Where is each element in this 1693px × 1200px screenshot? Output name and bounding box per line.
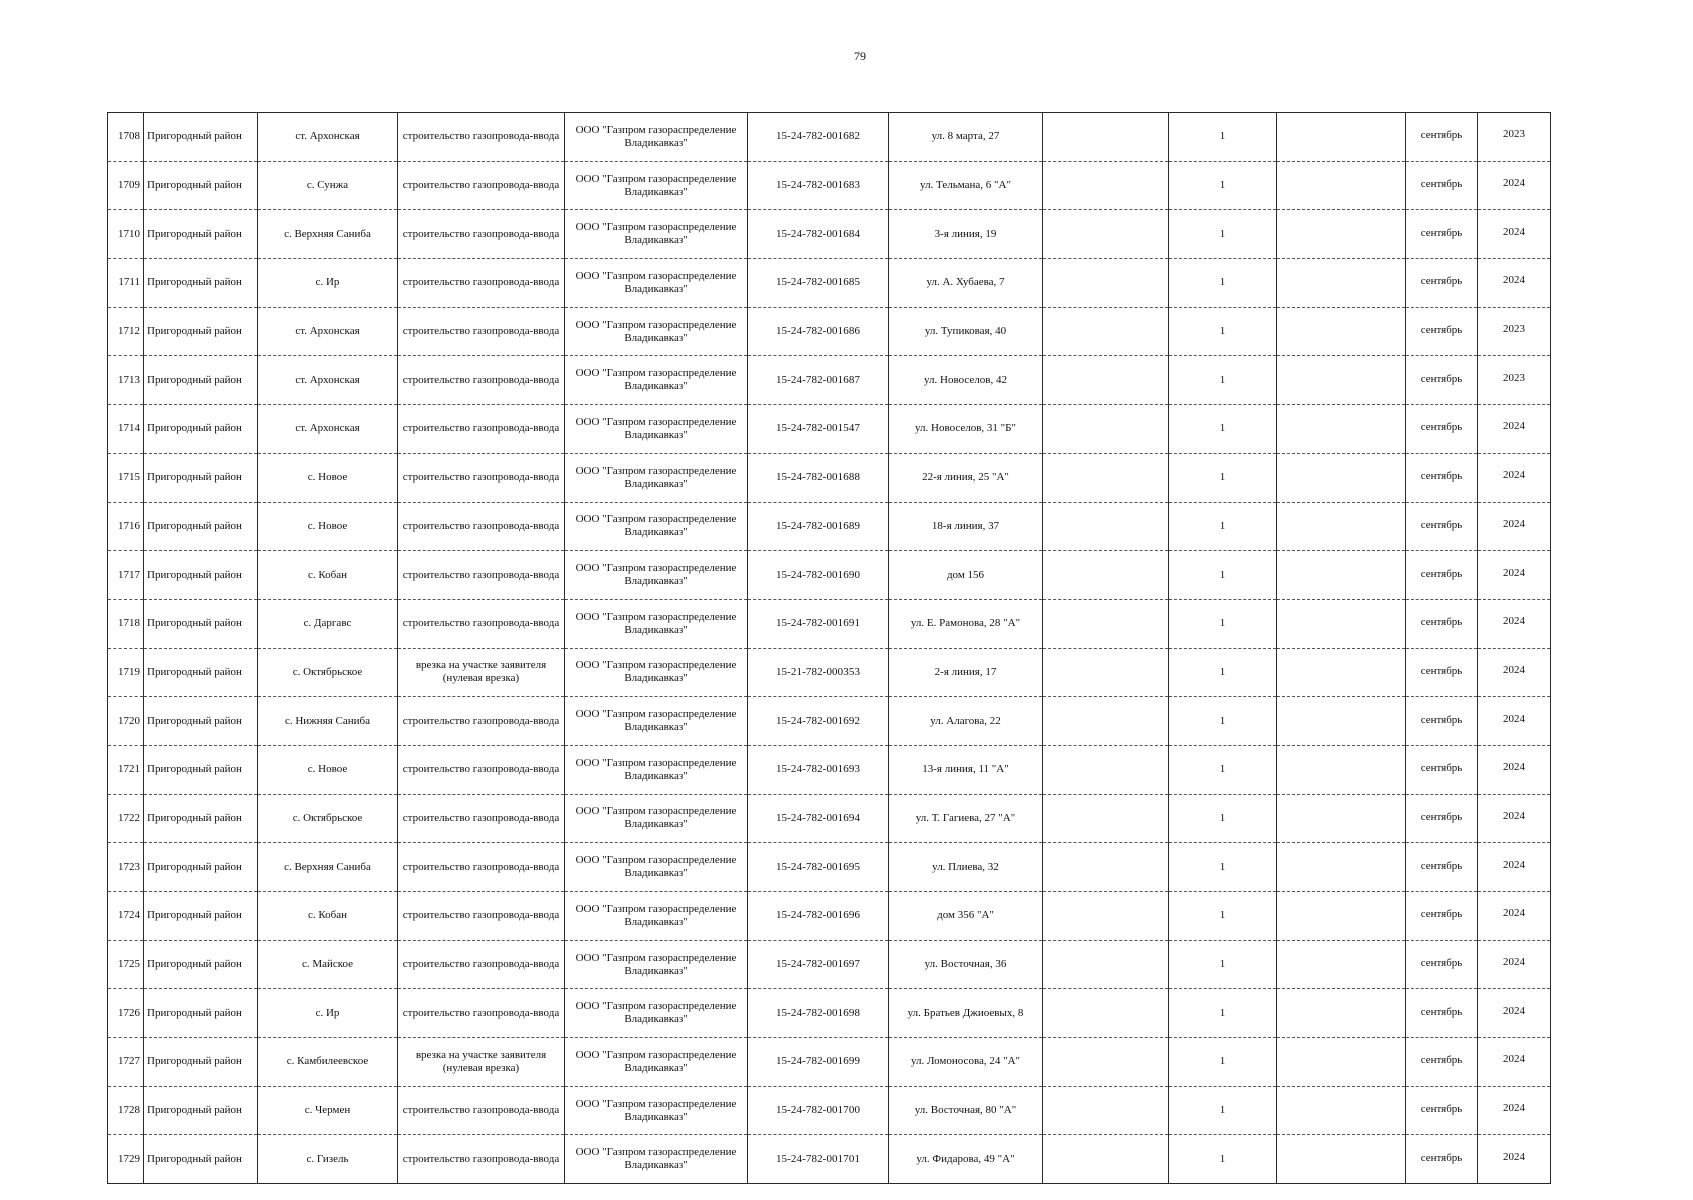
cell-district: Пригородный район: [144, 940, 258, 989]
cell-work-type: строительство газопровода-ввода: [398, 1086, 565, 1135]
cell-empty: [1043, 502, 1169, 551]
cell-address: ул. Алагова, 22: [889, 697, 1043, 746]
cell-year: 2024: [1478, 502, 1551, 551]
cell-empty: [1277, 405, 1406, 454]
cell-work-type: строительство газопровода-ввода: [398, 989, 565, 1038]
table-row: [108, 113, 1551, 162]
cell-empty: [1043, 892, 1169, 941]
cell-number: 1710: [108, 210, 144, 259]
cell-year: 2024: [1478, 989, 1551, 1038]
cell-quantity: 1: [1169, 453, 1277, 502]
cell-district: Пригородный район: [144, 1086, 258, 1135]
cell-year: 2023: [1478, 113, 1551, 162]
cell-district: Пригородный район: [144, 697, 258, 746]
cell-district: Пригородный район: [144, 113, 258, 162]
table-row: [108, 599, 1551, 648]
cell-settlement: ст. Архонская: [258, 405, 398, 454]
cell-month: сентябрь: [1406, 356, 1478, 405]
cell-district: Пригородный район: [144, 892, 258, 941]
table-row: [108, 843, 1551, 892]
cell-empty: [1277, 1086, 1406, 1135]
table-row: [108, 1086, 1551, 1135]
cell-number: 1728: [108, 1086, 144, 1135]
cell-month: сентябрь: [1406, 1135, 1478, 1184]
cell-month: сентябрь: [1406, 794, 1478, 843]
cell-month: сентябрь: [1406, 745, 1478, 794]
cell-year: 2024: [1478, 648, 1551, 697]
cell-month: сентябрь: [1406, 113, 1478, 162]
cell-empty: [1277, 745, 1406, 794]
cell-empty: [1277, 843, 1406, 892]
cell-organization: ООО "Газпром газораспределение Владикавказ": [565, 989, 748, 1038]
cell-address: 18-я линия, 37: [889, 502, 1043, 551]
cell-month: сентябрь: [1406, 599, 1478, 648]
table-row: [108, 259, 1551, 308]
cell-address: ул. Восточная, 36: [889, 940, 1043, 989]
cell-address: 13-я линия, 11 "А": [889, 745, 1043, 794]
cell-number: 1709: [108, 161, 144, 210]
cell-address: ул. Е. Рамонова, 28 "А": [889, 599, 1043, 648]
cell-empty: [1277, 1038, 1406, 1087]
cell-year: 2024: [1478, 453, 1551, 502]
cell-empty: [1043, 307, 1169, 356]
cell-address: ул. Фидарова, 49 "А": [889, 1135, 1043, 1184]
cell-application-number: 15-24-782-001687: [748, 356, 889, 405]
cell-number: 1722: [108, 794, 144, 843]
cell-number: 1720: [108, 697, 144, 746]
cell-organization: ООО "Газпром газораспределение Владикавказ": [565, 551, 748, 600]
table-row: [108, 502, 1551, 551]
cell-quantity: 1: [1169, 648, 1277, 697]
cell-organization: ООО "Газпром газораспределение Владикавказ": [565, 210, 748, 259]
cell-settlement: с. Даргавс: [258, 599, 398, 648]
cell-settlement: ст. Архонская: [258, 307, 398, 356]
cell-number: 1726: [108, 989, 144, 1038]
cell-address: ул. А. Хубаева, 7: [889, 259, 1043, 308]
cell-work-type: строительство газопровода-ввода: [398, 794, 565, 843]
cell-number: 1718: [108, 599, 144, 648]
cell-number: 1713: [108, 356, 144, 405]
cell-month: сентябрь: [1406, 453, 1478, 502]
cell-settlement: ст. Архонская: [258, 113, 398, 162]
cell-quantity: 1: [1169, 599, 1277, 648]
cell-address: 22-я линия, 25 "А": [889, 453, 1043, 502]
cell-address: ул. Т. Гагиева, 27 "А": [889, 794, 1043, 843]
cell-month: сентябрь: [1406, 551, 1478, 600]
cell-year: 2024: [1478, 259, 1551, 308]
cell-settlement: с. Ир: [258, 259, 398, 308]
cell-empty: [1277, 599, 1406, 648]
cell-settlement: с. Кобан: [258, 892, 398, 941]
cell-quantity: 1: [1169, 697, 1277, 746]
cell-application-number: 15-24-782-001701: [748, 1135, 889, 1184]
cell-district: Пригородный район: [144, 307, 258, 356]
cell-application-number: 15-24-782-001685: [748, 259, 889, 308]
cell-application-number: 15-24-782-001688: [748, 453, 889, 502]
cell-quantity: 1: [1169, 210, 1277, 259]
cell-settlement: с. Верхняя Саниба: [258, 210, 398, 259]
cell-month: сентябрь: [1406, 648, 1478, 697]
cell-address: ул. Плиева, 32: [889, 843, 1043, 892]
cell-empty: [1043, 1135, 1169, 1184]
cell-quantity: 1: [1169, 113, 1277, 162]
cell-empty: [1043, 599, 1169, 648]
cell-work-type: строительство газопровода-ввода: [398, 892, 565, 941]
table-row: [108, 551, 1551, 600]
cell-organization: ООО "Газпром газораспределение Владикавказ": [565, 599, 748, 648]
cell-month: сентябрь: [1406, 210, 1478, 259]
cell-month: сентябрь: [1406, 161, 1478, 210]
cell-organization: ООО "Газпром газораспределение Владикавказ": [565, 1086, 748, 1135]
cell-application-number: 15-24-782-001690: [748, 551, 889, 600]
cell-empty: [1043, 259, 1169, 308]
cell-address: 3-я линия, 19: [889, 210, 1043, 259]
cell-address: ул. Тельмана, 6 "А": [889, 161, 1043, 210]
cell-year: 2024: [1478, 599, 1551, 648]
cell-year: 2024: [1478, 794, 1551, 843]
cell-quantity: 1: [1169, 551, 1277, 600]
cell-empty: [1277, 113, 1406, 162]
cell-application-number: 15-24-782-001689: [748, 502, 889, 551]
cell-address: дом 156: [889, 551, 1043, 600]
cell-number: 1723: [108, 843, 144, 892]
cell-empty: [1277, 210, 1406, 259]
cell-year: 2023: [1478, 307, 1551, 356]
cell-work-type: строительство газопровода-ввода: [398, 551, 565, 600]
cell-empty: [1043, 940, 1169, 989]
cell-quantity: 1: [1169, 745, 1277, 794]
cell-number: 1721: [108, 745, 144, 794]
cell-settlement: с. Кобан: [258, 551, 398, 600]
cell-application-number: 15-24-782-001698: [748, 989, 889, 1038]
cell-month: сентябрь: [1406, 1086, 1478, 1135]
cell-application-number: 15-24-782-001692: [748, 697, 889, 746]
cell-address: ул. Новоселов, 42: [889, 356, 1043, 405]
cell-work-type: врезка на участке заявителя (нулевая врезка): [398, 1038, 565, 1087]
cell-month: сентябрь: [1406, 1038, 1478, 1087]
cell-organization: ООО "Газпром газораспределение Владикавказ": [565, 1135, 748, 1184]
cell-work-type: врезка на участке заявителя (нулевая врезка): [398, 648, 565, 697]
table-row: [108, 648, 1551, 697]
cell-settlement: с. Камбилеевское: [258, 1038, 398, 1087]
cell-address: ул. Братьев Джиоевых, 8: [889, 989, 1043, 1038]
cell-number: 1716: [108, 502, 144, 551]
cell-empty: [1043, 648, 1169, 697]
table-row: [108, 405, 1551, 454]
cell-empty: [1277, 307, 1406, 356]
cell-empty: [1043, 1038, 1169, 1087]
table-row: [108, 794, 1551, 843]
cell-organization: ООО "Газпром газораспределение Владикавказ": [565, 405, 748, 454]
cell-quantity: 1: [1169, 259, 1277, 308]
cell-month: сентябрь: [1406, 940, 1478, 989]
cell-district: Пригородный район: [144, 259, 258, 308]
cell-number: 1717: [108, 551, 144, 600]
cell-empty: [1277, 502, 1406, 551]
cell-district: Пригородный район: [144, 599, 258, 648]
cell-empty: [1043, 453, 1169, 502]
cell-year: 2023: [1478, 356, 1551, 405]
cell-year: 2024: [1478, 405, 1551, 454]
cell-work-type: строительство газопровода-ввода: [398, 161, 565, 210]
table-row: [108, 892, 1551, 941]
cell-quantity: 1: [1169, 161, 1277, 210]
cell-empty: [1277, 989, 1406, 1038]
cell-address: дом 356 "А": [889, 892, 1043, 941]
cell-work-type: строительство газопровода-ввода: [398, 356, 565, 405]
cell-application-number: 15-24-782-001696: [748, 892, 889, 941]
cell-organization: ООО "Газпром газораспределение Владикавказ": [565, 745, 748, 794]
cell-number: 1715: [108, 453, 144, 502]
cell-settlement: с. Октябрьское: [258, 648, 398, 697]
cell-quantity: 1: [1169, 502, 1277, 551]
cell-quantity: 1: [1169, 794, 1277, 843]
cell-empty: [1043, 551, 1169, 600]
cell-application-number: 15-24-782-001683: [748, 161, 889, 210]
cell-quantity: 1: [1169, 892, 1277, 941]
cell-organization: ООО "Газпром газораспределение Владикавказ": [565, 843, 748, 892]
cell-year: 2024: [1478, 210, 1551, 259]
cell-year: 2024: [1478, 892, 1551, 941]
cell-quantity: 1: [1169, 843, 1277, 892]
cell-organization: ООО "Газпром газораспределение Владикавказ": [565, 453, 748, 502]
cell-work-type: строительство газопровода-ввода: [398, 843, 565, 892]
cell-organization: ООО "Газпром газораспределение Владикавказ": [565, 1038, 748, 1087]
cell-address: ул. Ломоносова, 24 "А": [889, 1038, 1043, 1087]
cell-year: 2024: [1478, 940, 1551, 989]
cell-work-type: строительство газопровода-ввода: [398, 113, 565, 162]
cell-application-number: 15-24-782-001691: [748, 599, 889, 648]
cell-quantity: 1: [1169, 1135, 1277, 1184]
cell-number: 1708: [108, 113, 144, 162]
cell-number: 1711: [108, 259, 144, 308]
cell-year: 2024: [1478, 161, 1551, 210]
cell-application-number: 15-21-782-000353: [748, 648, 889, 697]
cell-organization: ООО "Газпром газораспределение Владикавказ": [565, 259, 748, 308]
table-row: [108, 453, 1551, 502]
cell-year: 2024: [1478, 551, 1551, 600]
table-body: [108, 113, 1551, 1184]
cell-application-number: 15-24-782-001695: [748, 843, 889, 892]
cell-year: 2024: [1478, 1086, 1551, 1135]
table-row: [108, 697, 1551, 746]
table-row: [108, 1038, 1551, 1087]
cell-quantity: 1: [1169, 1038, 1277, 1087]
cell-application-number: 15-24-782-001547: [748, 405, 889, 454]
cell-district: Пригородный район: [144, 1135, 258, 1184]
cell-empty: [1043, 794, 1169, 843]
cell-work-type: строительство газопровода-ввода: [398, 453, 565, 502]
cell-work-type: строительство газопровода-ввода: [398, 1135, 565, 1184]
cell-year: 2024: [1478, 843, 1551, 892]
cell-empty: [1043, 989, 1169, 1038]
cell-district: Пригородный район: [144, 502, 258, 551]
cell-settlement: с. Новое: [258, 745, 398, 794]
cell-application-number: 15-24-782-001686: [748, 307, 889, 356]
cell-empty: [1277, 551, 1406, 600]
cell-settlement: с. Гизель: [258, 1135, 398, 1184]
cell-quantity: 1: [1169, 1086, 1277, 1135]
cell-organization: ООО "Газпром газораспределение Владикавказ": [565, 356, 748, 405]
cell-quantity: 1: [1169, 940, 1277, 989]
gas-connection-table: [107, 112, 1551, 1184]
cell-empty: [1277, 453, 1406, 502]
cell-empty: [1043, 113, 1169, 162]
cell-district: Пригородный район: [144, 648, 258, 697]
cell-application-number: 15-24-782-001694: [748, 794, 889, 843]
cell-year: 2024: [1478, 697, 1551, 746]
cell-settlement: с. Ир: [258, 989, 398, 1038]
cell-empty: [1277, 794, 1406, 843]
cell-empty: [1043, 210, 1169, 259]
cell-settlement: с. Сунжа: [258, 161, 398, 210]
cell-district: Пригородный район: [144, 551, 258, 600]
cell-settlement: ст. Архонская: [258, 356, 398, 405]
cell-number: 1714: [108, 405, 144, 454]
cell-organization: ООО "Газпром газораспределение Владикавказ": [565, 113, 748, 162]
cell-empty: [1277, 940, 1406, 989]
cell-district: Пригородный район: [144, 989, 258, 1038]
cell-address: ул. Тупиковая, 40: [889, 307, 1043, 356]
cell-empty: [1277, 648, 1406, 697]
cell-quantity: 1: [1169, 405, 1277, 454]
table-row: [108, 940, 1551, 989]
cell-organization: ООО "Газпром газораспределение Владикавказ": [565, 307, 748, 356]
cell-empty: [1043, 697, 1169, 746]
cell-month: сентябрь: [1406, 307, 1478, 356]
cell-quantity: 1: [1169, 356, 1277, 405]
cell-application-number: 15-24-782-001682: [748, 113, 889, 162]
cell-month: сентябрь: [1406, 502, 1478, 551]
cell-settlement: с. Чермен: [258, 1086, 398, 1135]
table-row: [108, 989, 1551, 1038]
cell-month: сентябрь: [1406, 697, 1478, 746]
cell-address: 2-я линия, 17: [889, 648, 1043, 697]
cell-number: 1729: [108, 1135, 144, 1184]
cell-empty: [1277, 697, 1406, 746]
cell-work-type: строительство газопровода-ввода: [398, 259, 565, 308]
cell-month: сентябрь: [1406, 989, 1478, 1038]
cell-application-number: 15-24-782-001699: [748, 1038, 889, 1087]
cell-organization: ООО "Газпром газораспределение Владикавказ": [565, 940, 748, 989]
cell-settlement: с. Новое: [258, 453, 398, 502]
cell-district: Пригородный район: [144, 210, 258, 259]
cell-district: Пригородный район: [144, 161, 258, 210]
cell-address: ул. Новоселов, 31 "Б": [889, 405, 1043, 454]
cell-settlement: с. Верхняя Саниба: [258, 843, 398, 892]
cell-empty: [1277, 161, 1406, 210]
table-row: [108, 210, 1551, 259]
cell-number: 1724: [108, 892, 144, 941]
table-row: [108, 1135, 1551, 1184]
cell-work-type: строительство газопровода-ввода: [398, 745, 565, 794]
cell-district: Пригородный район: [144, 1038, 258, 1087]
cell-settlement: с. Новое: [258, 502, 398, 551]
cell-number: 1712: [108, 307, 144, 356]
cell-organization: ООО "Газпром газораспределение Владикавказ": [565, 892, 748, 941]
cell-application-number: 15-24-782-001684: [748, 210, 889, 259]
cell-district: Пригородный район: [144, 794, 258, 843]
cell-quantity: 1: [1169, 307, 1277, 356]
cell-settlement: с. Нижняя Саниба: [258, 697, 398, 746]
cell-month: сентябрь: [1406, 892, 1478, 941]
cell-work-type: строительство газопровода-ввода: [398, 940, 565, 989]
cell-address: ул. Восточная, 80 "А": [889, 1086, 1043, 1135]
cell-application-number: 15-24-782-001693: [748, 745, 889, 794]
cell-address: ул. 8 марта, 27: [889, 113, 1043, 162]
table-row: [108, 356, 1551, 405]
cell-work-type: строительство газопровода-ввода: [398, 502, 565, 551]
table-row: [108, 745, 1551, 794]
cell-month: сентябрь: [1406, 259, 1478, 308]
cell-empty: [1277, 356, 1406, 405]
cell-settlement: с. Майское: [258, 940, 398, 989]
cell-empty: [1277, 1135, 1406, 1184]
cell-district: Пригородный район: [144, 356, 258, 405]
cell-empty: [1043, 405, 1169, 454]
cell-organization: ООО "Газпром газораспределение Владикавказ": [565, 648, 748, 697]
cell-empty: [1277, 259, 1406, 308]
cell-empty: [1277, 892, 1406, 941]
cell-settlement: с. Октябрьское: [258, 794, 398, 843]
cell-organization: ООО "Газпром газораспределение Владикавказ": [565, 794, 748, 843]
cell-year: 2024: [1478, 745, 1551, 794]
cell-empty: [1043, 1086, 1169, 1135]
cell-number: 1719: [108, 648, 144, 697]
cell-application-number: 15-24-782-001697: [748, 940, 889, 989]
cell-number: 1725: [108, 940, 144, 989]
cell-district: Пригородный район: [144, 453, 258, 502]
cell-year: 2024: [1478, 1135, 1551, 1184]
cell-empty: [1043, 161, 1169, 210]
cell-work-type: строительство газопровода-ввода: [398, 210, 565, 259]
cell-work-type: строительство газопровода-ввода: [398, 405, 565, 454]
page-number: 79: [854, 49, 866, 63]
cell-work-type: строительство газопровода-ввода: [398, 307, 565, 356]
cell-empty: [1043, 843, 1169, 892]
cell-organization: ООО "Газпром газораспределение Владикавказ": [565, 697, 748, 746]
cell-district: Пригородный район: [144, 745, 258, 794]
cell-organization: ООО "Газпром газораспределение Владикавказ": [565, 161, 748, 210]
cell-organization: ООО "Газпром газораспределение Владикавказ": [565, 502, 748, 551]
cell-year: 2024: [1478, 1038, 1551, 1087]
cell-quantity: 1: [1169, 989, 1277, 1038]
cell-district: Пригородный район: [144, 405, 258, 454]
table-row: [108, 307, 1551, 356]
cell-work-type: строительство газопровода-ввода: [398, 599, 565, 648]
table-row: [108, 161, 1551, 210]
cell-application-number: 15-24-782-001700: [748, 1086, 889, 1135]
cell-month: сентябрь: [1406, 405, 1478, 454]
cell-empty: [1043, 745, 1169, 794]
cell-empty: [1043, 356, 1169, 405]
cell-month: сентябрь: [1406, 843, 1478, 892]
cell-district: Пригородный район: [144, 843, 258, 892]
cell-work-type: строительство газопровода-ввода: [398, 697, 565, 746]
cell-number: 1727: [108, 1038, 144, 1087]
